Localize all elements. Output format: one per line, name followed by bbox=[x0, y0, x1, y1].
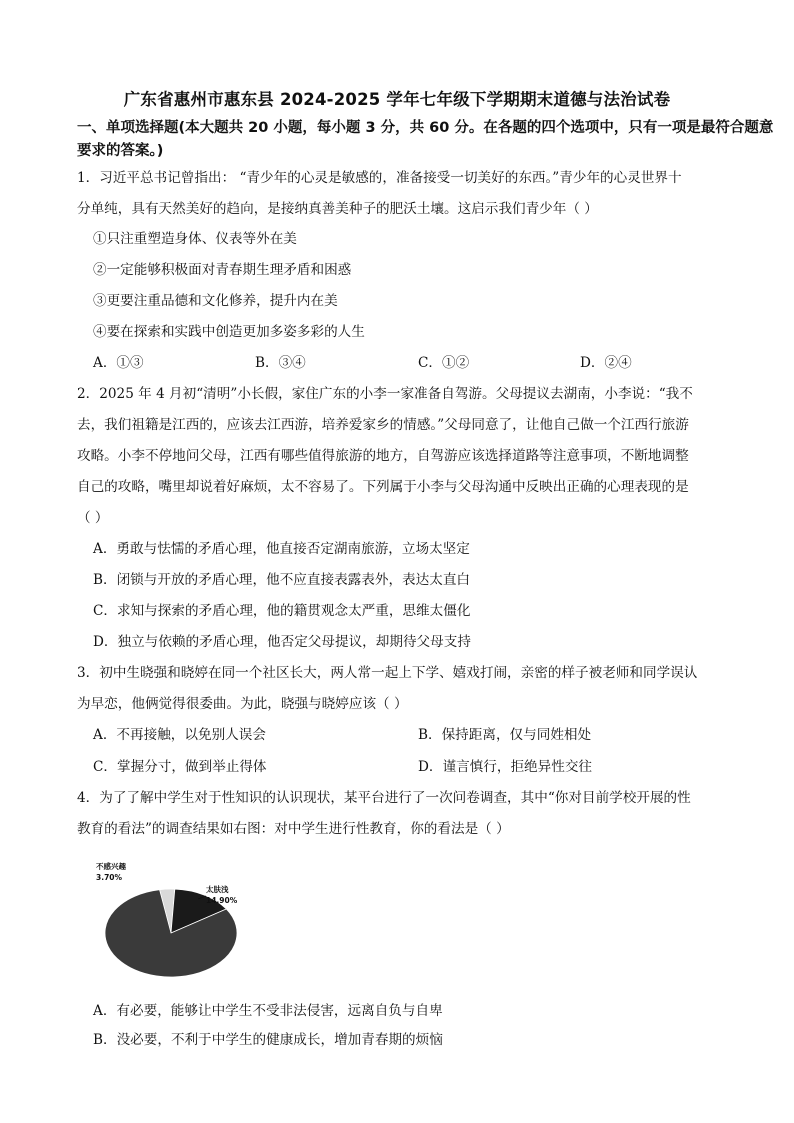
q1-stem-line-2: 分单纯，具有天然美好的趋向，是接纳真善美种子的肥沃土壤。这启示我们青少年（ ） bbox=[77, 201, 598, 217]
q4-option-b: B．没必要，不利于中学生的健康成长，增加青春期的烦恼 bbox=[93, 1032, 443, 1048]
q1-option-d: D．②④ bbox=[580, 355, 632, 371]
q1-statement-3: ③更要注重品德和文化修养，提升内在美 bbox=[93, 293, 338, 309]
q1-option-a: A．①③ bbox=[93, 355, 144, 371]
q2-stem-line-3: 攻略。小李不停地问父母，江西有哪些值得旅游的地方，自驾游应该选择道路等注意事项，不断地调整 bbox=[77, 448, 689, 464]
q1-stem-line-1: 1．习近平总书记曾指出： “青少年的心灵是敏感的，准备接受一切美好的东西。”青少年的心灵世界十 bbox=[77, 170, 682, 186]
q3-option-c: C．掌握分寸，做到举止得体 bbox=[93, 759, 267, 775]
q2-stem-line-2: 去，我们祖籍是江西的，应该去江西游，培养爱家乡的情感。”父母同意了，让他自己做一个江西行旅游 bbox=[77, 417, 689, 433]
q1-statement-1: ①只注重塑造身体、仪表等外在美 bbox=[93, 231, 297, 247]
section-heading: 一、单项选择题(本大题共 20 小题，每小题 3 分，共 60 分。在各题的四个选项中，只有一项是最符合题意要求的答案。) bbox=[77, 120, 774, 159]
q3-option-a: A．不再接触，以免别人误会 bbox=[93, 727, 266, 743]
q4-stem-line-1: 4．为了了解中学生对于性知识的认识现状，某平台进行了一次问卷调查，其中“你对目前学校开展的性 bbox=[77, 790, 691, 806]
q2-option-a: A．勇敢与怯懦的矛盾心理，他直接否定湖南旅游，立场太坚定 bbox=[93, 541, 470, 557]
q2-stem-line-1: 2．2025 年 4 月初“清明”小长假，家住广东的小李一家准备自驾游。父母提议去湖南，小李说：“我不 bbox=[77, 386, 693, 402]
q1-statement-2: ②一定能够积极面对青春期生理矛盾和困惑 bbox=[93, 262, 352, 278]
q2-option-d: D．独立与依赖的矛盾心理，他否定父母提议，却期待父母支持 bbox=[93, 634, 471, 650]
q3-stem-line-1: 3．初中生晓强和晓婷在同一个社区长大，两人常一起上下学、嬉戏打闹，亲密的样子被老师和同学误认 bbox=[77, 665, 698, 681]
pie-value-label-1: 14.90% bbox=[206, 896, 238, 905]
q3-stem-line-2: 为早恋，他俩觉得很委曲。为此，晓强与晓婷应该（ ） bbox=[77, 696, 408, 712]
q2-stem-line-4: 自己的攻略，嘴里却说着好麻烦，太不容易了。下列属于小李与父母沟通中反映出正确的心理表现的是 bbox=[77, 479, 689, 495]
pie-label-0: 不感兴趣 bbox=[96, 862, 126, 871]
q3-option-d: D．谨言慎行，拒绝异性交往 bbox=[418, 759, 593, 775]
q3-option-b: B．保持距离，仅与同姓相处 bbox=[418, 727, 592, 743]
pie-label-1: 太肤浅 bbox=[206, 885, 229, 894]
q2-option-b: B．闭锁与开放的矛盾心理，他不应直接表露表外，表达太直白 bbox=[93, 572, 471, 588]
survey-pie-chart bbox=[96, 858, 276, 978]
q2-stem-line-5: （ ） bbox=[77, 510, 109, 526]
q1-statement-4: ④要在探索和实践中创造更加多姿多彩的人生 bbox=[93, 324, 365, 340]
pie-value-label-0: 3.70% bbox=[96, 873, 123, 882]
page-title: 广东省惠州市惠东县 2024-2025 学年七年级下学期期末道德与法治试卷 bbox=[123, 90, 671, 109]
q4-option-a: A．有必要，能够让中学生不受非法侵害，远离自负与自卑 bbox=[93, 1003, 443, 1019]
q4-stem-line-2: 教育的看法”的调查结果如右图：对中学生进行性教育，你的看法是（ ） bbox=[77, 821, 510, 837]
q2-option-c: C．求知与探索的矛盾心理，他的籍贯观念太严重，思维太僵化 bbox=[93, 603, 471, 619]
q1-option-b: B．③④ bbox=[255, 355, 306, 371]
q1-option-c: C．①② bbox=[418, 355, 470, 371]
